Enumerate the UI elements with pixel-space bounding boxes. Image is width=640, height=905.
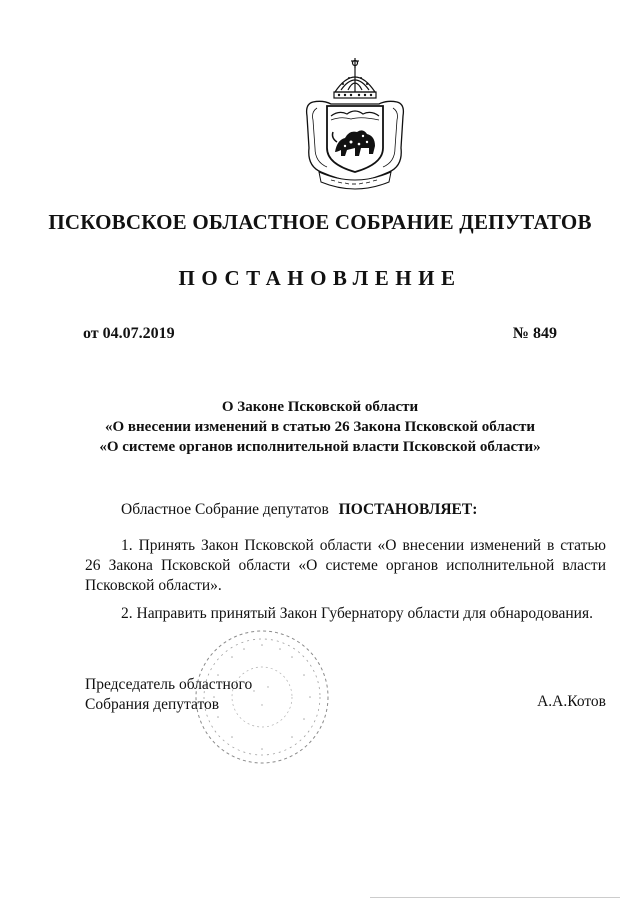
organization-title: ПСКОВСКОЕ ОБЛАСТНОЕ СОБРАНИЕ ДЕПУТАТОВ [48, 210, 592, 234]
decree-subject: Областное Собрание депутатов [121, 501, 329, 518]
subject-line: «О внесении изменений в статью 26 Закона Псковской области [104, 419, 536, 435]
document-type-heading: ПОСТАНОВЛЕНИЕ [178, 266, 462, 290]
coat-of-arms-emblem [301, 56, 409, 196]
decree-verb: ПОСТАНОВЛЯЕТ: [338, 501, 478, 518]
decree-item-1: 1. Принять Закон Псковской области «О внесении изменений в статью 26 Закона Псковской области «О системе органов исполнительной власти Псковской области». [85, 537, 606, 594]
document-date: от 04.07.2019 [83, 325, 175, 342]
decree-item-2: 2. Направить принятый Закон Губернатору области для обнародования. [121, 605, 593, 622]
decree-statement [121, 501, 477, 519]
signatory-position [85, 675, 252, 715]
signatory-position-line: Собрания депутатов [85, 696, 220, 713]
signatory-position-line: Председатель областного [85, 676, 253, 693]
page-edge-line [370, 897, 620, 898]
document-number: № 849 [512, 325, 557, 342]
subject-line: О Законе Псковской области [221, 399, 419, 415]
subject-line: «О системе органов исполнительной власти Псковской области» [99, 439, 541, 455]
document-subject [60, 397, 580, 457]
signatory-name: А.А.Котов [537, 693, 606, 710]
